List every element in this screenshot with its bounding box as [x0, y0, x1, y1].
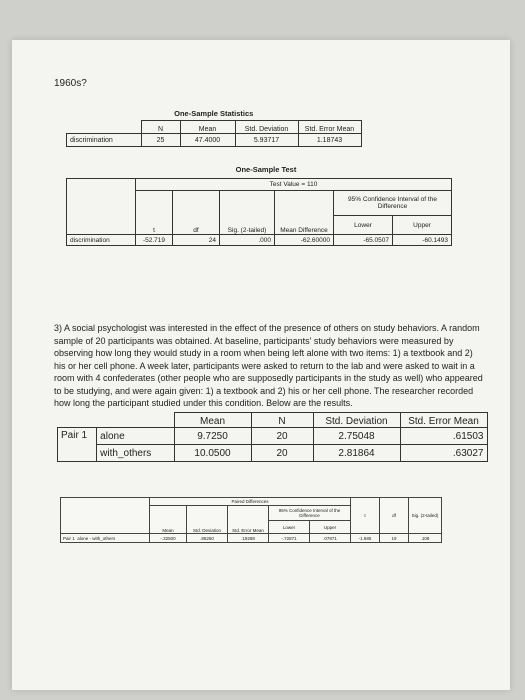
header-std-error: Std. Error Mean — [298, 121, 361, 134]
header-sig: Sig. (2-tailed) — [409, 498, 442, 534]
cell-mean-difference: -62.60000 — [275, 235, 334, 246]
paired-differences-header: Paired Differences — [150, 498, 351, 506]
header-n: N — [141, 121, 180, 134]
header-upper: Upper — [393, 216, 452, 235]
handwritten-note: 1960s? — [54, 78, 87, 89]
cell-mean: -.32500 — [150, 534, 187, 543]
question-paragraph: 3) A social psychologist was interested in the effect of the presence of others on study behaviors. A random sample of 20 participants was obtained. At baseline, participants' study behaviors were measured by observing how long they would study in a room when being left alone with two items: 1) a textbook and 2) his or her cell phone. A week later, participants were asked to return to the lab and were asked to wait in a room with 4 confederates (other people who are supposedly participants in the study as well) who appeared to be studying, and were again given: 1) a textbook and 2) his or her cell phone. The researcher recorded how long the participant studied under this condition. Below are the results. — [54, 323, 483, 408]
cell-std-deviation: .86260 — [187, 534, 228, 543]
cell-std-error: 1.18743 — [298, 134, 361, 147]
paired-test-table — [60, 497, 442, 543]
header-lower: Lower — [269, 521, 310, 534]
cell-lower: -.72871 — [269, 534, 310, 543]
pair-label: Pair 1 — [58, 428, 97, 462]
cell-lower: -65.0507 — [334, 235, 393, 246]
header-n: N — [251, 413, 313, 428]
table-title: One-Sample Statistics — [174, 108, 254, 118]
test-value-label: Test Value = 110 — [136, 179, 452, 191]
row-label-with-others: with_others — [97, 445, 174, 462]
header-std-deviation: Std. Deviation — [187, 506, 228, 534]
header-mean: Mean — [150, 506, 187, 534]
cell-sig: .000 — [220, 235, 275, 246]
header-std-error: Std. Error Mean — [400, 413, 487, 428]
cell-std-deviation: 5.93717 — [235, 134, 298, 147]
cell-upper: .07871 — [310, 534, 351, 543]
row-label-alone: alone — [97, 428, 174, 445]
cell-t: -52.719 — [136, 235, 173, 246]
cell-mean-alone: 9.7250 — [174, 428, 251, 445]
header-std-deviation: Std. Deviation — [313, 413, 400, 428]
header-lower: Lower — [334, 216, 393, 235]
header-df: df — [173, 191, 220, 235]
cell-t: -1.685 — [351, 534, 380, 543]
cell-sd-alone: 2.75048 — [313, 428, 400, 445]
cell-std-error: .19288 — [228, 534, 269, 543]
cell-n-with-others: 20 — [251, 445, 313, 462]
cell-df: 19 — [380, 534, 409, 543]
cell-mean-with-others: 10.0500 — [174, 445, 251, 462]
ci-header: 95% Confidence Interval of the Difference — [269, 506, 351, 521]
one-sample-statistics-table — [66, 106, 362, 147]
header-upper: Upper — [310, 521, 351, 534]
header-sig: Sig. (2-tailed) — [220, 191, 275, 235]
header-t: t — [136, 191, 173, 235]
header-df: df — [380, 498, 409, 534]
row-label: discrimination — [67, 235, 136, 246]
header-std-error: Std. Error Mean — [228, 506, 269, 534]
row-label: Pair 1 alone - with_others — [61, 534, 150, 543]
one-sample-test-table — [66, 178, 452, 246]
cell-n: 25 — [141, 134, 180, 147]
cell-mean: 47.4000 — [180, 134, 235, 147]
header-mean: Mean — [174, 413, 251, 428]
cell-se-alone: .61503 — [400, 428, 487, 445]
cell-upper: -60.1493 — [393, 235, 452, 246]
row-label: discrimination — [67, 134, 142, 147]
header-t: t — [351, 498, 380, 534]
ci-header: 95% Confidence Interval of the Difference — [334, 191, 452, 216]
cell-df: 24 — [173, 235, 220, 246]
one-sample-test-title: One-Sample Test — [235, 165, 297, 174]
cell-sd-with-others: 2.81864 — [313, 445, 400, 462]
paired-statistics-table — [57, 412, 488, 462]
cell-sig: .108 — [409, 534, 442, 543]
header-mean-difference: Mean Difference — [275, 191, 334, 235]
header-mean: Mean — [180, 121, 235, 134]
cell-se-with-others: .63027 — [400, 445, 487, 462]
header-std-deviation: Std. Deviation — [235, 121, 298, 134]
cell-n-alone: 20 — [251, 428, 313, 445]
